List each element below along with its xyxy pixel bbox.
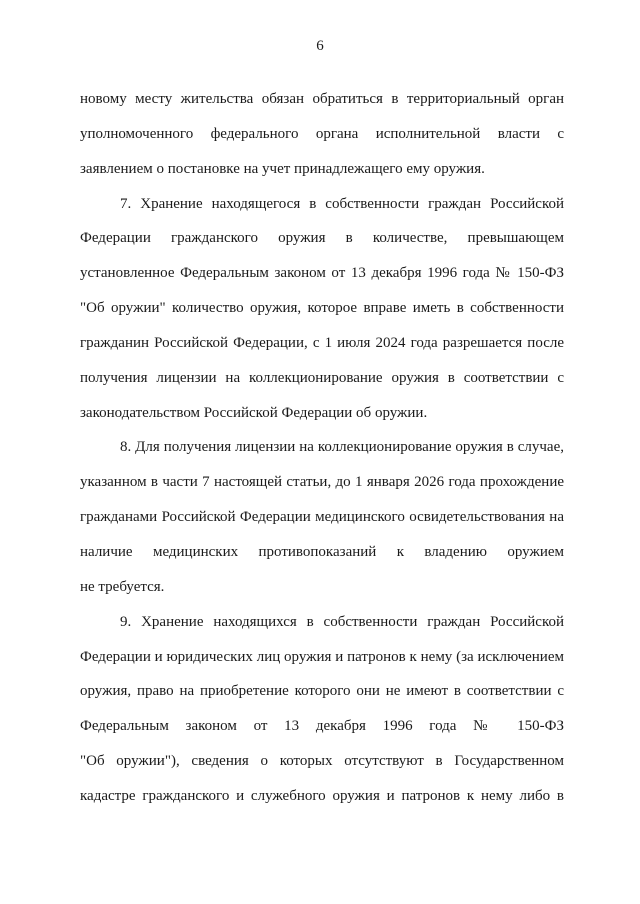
text-line: 8. Для получения лицензии на коллекционирование оружия в случае,	[120, 439, 564, 456]
text-line: получения лицензии на коллекционирование оружия в соответствии с	[80, 369, 564, 386]
text-line: уполномоченного федерального органа исполнительной власти с	[80, 125, 564, 142]
text-line: новому месту жительства обязан обратиться в территориальный орган	[80, 91, 564, 107]
paragraph	[80, 430, 564, 604]
text-line: законодательством Российской Федерации об оружии.	[80, 404, 428, 421]
text-line: 7. Хранение находящегося в собственности граждан Российской	[120, 195, 564, 212]
text-line: "Об оружии"), сведения о которых отсутствуют в Государственном	[80, 753, 564, 770]
page-number: 6	[316, 38, 324, 54]
paragraph	[80, 187, 564, 431]
text-line: гражданин Российской Федерации, с 1 июля 2024 года разрешается после	[80, 334, 564, 351]
text-line: оружия, право на приобретение которого они не имеют в соответствии с	[80, 683, 564, 700]
text-line: установленное Федеральным законом от 13 декабря 1996 года № 150-ФЗ	[80, 265, 564, 282]
text-line: Федерации гражданского оружия в количестве, превышающем	[80, 230, 564, 247]
text-line: кадастре гражданского и служебного оружия и патронов к нему либо в	[80, 787, 564, 804]
text-line: не требуется.	[80, 578, 165, 595]
paragraph	[80, 82, 564, 187]
document-body	[80, 82, 564, 814]
text-line: указанном в части 7 настоящей статьи, до 1 января 2026 года прохождение	[80, 474, 564, 491]
text-line: заявлением о постановке на учет принадлежащего ему оружия.	[80, 160, 485, 177]
text-line: гражданами Российской Федерации медицинского освидетельствования на	[80, 509, 564, 526]
text-line: наличие медицинских противопоказаний к владению оружием	[80, 543, 564, 560]
text-line: Федеральным законом от 13 декабря 1996 года № 150-ФЗ	[80, 718, 564, 735]
paragraph	[80, 605, 564, 814]
text-line: 9. Хранение находящихся в собственности граждан Российской	[120, 613, 564, 630]
text-line: "Об оружии" количество оружия, которое вправе иметь в собственности	[80, 300, 564, 317]
text-line: Федерации и юридических лиц оружия и патронов к нему (за исключением	[80, 648, 564, 665]
